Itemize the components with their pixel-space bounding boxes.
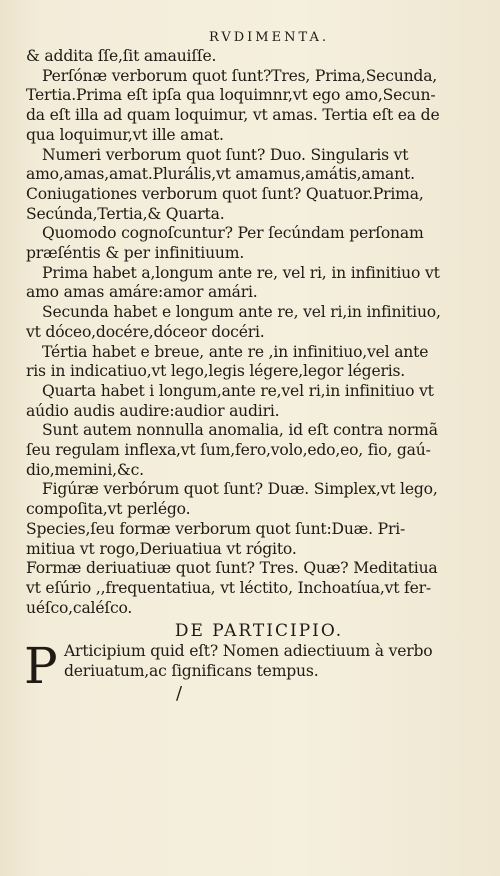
text-line: Secunda habet e longum ante re, vel ri,in infinitiuo, xyxy=(42,303,441,322)
text-line: Figúræ verbórum quot ſunt? Duæ. Simplex,vt lego, xyxy=(42,480,438,499)
participle-line-1: Articipium quid eſt? Nomen adiectiuum à verbo xyxy=(64,642,433,661)
text-line: ſeu regulam inflexa,vt ſum,fero,volo,edo,eo, fio, gaú- xyxy=(26,441,431,460)
text-line: Tértia habet e breue, ante re ,in infinitiuo,vel ante xyxy=(42,342,429,361)
text-line: ris in indicatiuo,vt lego,legis légere,legor légeris. xyxy=(26,362,406,381)
section-heading: DE PARTICIPIO. xyxy=(174,621,344,642)
text-line: vt dóceo,docére,dóceor docéri. xyxy=(26,322,265,341)
running-head: RVDIMENTA. xyxy=(209,30,329,45)
text-line: Coniugationes verborum quot ſunt? Quatuor.Prima, xyxy=(26,184,424,203)
text-line: Species,ſeu formæ verborum quot ſunt:Duæ. Pri- xyxy=(26,519,406,538)
text-line: compoſita,vt perlégo. xyxy=(26,500,191,519)
text-line: Perſónæ verborum quot ſunt?Tres, Prima,Secunda, xyxy=(42,66,438,85)
text-line: præſéntis & per infinitiuum. xyxy=(26,244,245,263)
body-text xyxy=(26,47,482,618)
text-line: vt eſúrio ,,frequentatiua, vt léctito, Inchoatíua,vt fer- xyxy=(26,578,431,597)
text-line: dio,memini,&c. xyxy=(26,460,144,479)
participle-paragraph xyxy=(24,637,482,696)
text-line: aúdio audis audire:audior audiri. xyxy=(26,401,280,420)
ink-mark: / xyxy=(176,682,183,704)
text-line: & addita ſſe,ſit amauiſſe. xyxy=(26,47,217,65)
participle-line-2: deriuatum,ac ſignificans tempus. xyxy=(64,662,319,681)
text-line: Tertia.Prima eſt ipſa qua loquimnr,vt ego amo,Secun- xyxy=(26,86,436,105)
text-line: Numeri verborum quot ſunt? Duo. Singularis vt xyxy=(42,145,409,164)
text-line: qua loquimur,vt ille amat. xyxy=(26,125,224,144)
text-line: uéſco,caléſco. xyxy=(26,598,133,617)
text-line: Quarta habet i longum,ante re,vel ri,in infinitiuo vt xyxy=(42,381,434,400)
text-line: Formæ deriuatiuæ quot ſunt? Tres. Quæ? Meditatiua xyxy=(26,559,438,578)
text-line: amo,amas,amat.Plurális,vt amamus,amátis,amant. xyxy=(26,165,415,184)
text-line: mitiua vt rogo,Deriuatiua vt rógito. xyxy=(26,539,297,558)
text-line: Quomodo cognoſcuntur? Per ſecúndam perſonam xyxy=(42,224,424,243)
text-line: Sunt autem nonnulla anomalia, id eſt contra normã xyxy=(42,421,438,440)
text-line: da eſt illa ad quam loquimur, vt amas. Tertia eſt ea de xyxy=(26,106,440,125)
text-line: Prima habet a,longum ante re, vel ri, in infinitiuo vt xyxy=(42,263,440,282)
text-line: Secúnda,Tertia,& Quarta. xyxy=(26,204,225,223)
text-line: amo amas amáre:amor amári. xyxy=(26,283,258,302)
drop-cap: P xyxy=(24,637,58,696)
